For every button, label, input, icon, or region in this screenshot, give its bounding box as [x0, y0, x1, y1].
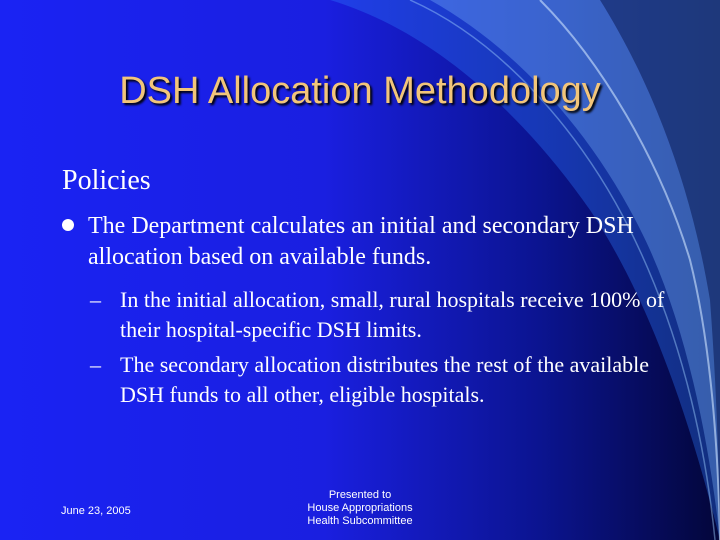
dash-marker: – [90, 352, 101, 377]
footer-presenter [290, 489, 430, 528]
footer-line: Health Subcommittee [307, 515, 413, 527]
sub-bullet-text: In the initial allocation, small, rural hospitals receive 100% of their hospital-specific DSH limits. [120, 287, 665, 342]
footer-date: June 23, 2005 [61, 505, 131, 517]
footer-line: House Appropriations [307, 502, 413, 514]
sub-bullet [90, 285, 670, 345]
bullet-dot-icon [62, 219, 74, 231]
main-bullet-text: The Department calculates an initial and secondary DSH allocation based on available funds. [88, 213, 634, 270]
sub-bullet [90, 350, 670, 410]
dash-marker: – [90, 287, 101, 312]
footer-line: Presented to [328, 489, 392, 501]
main-bullet [62, 211, 672, 273]
sub-bullet-text: The secondary allocation distributes the rest of the available DSH funds to all other, eligible hospitals. [120, 352, 650, 407]
section-heading: Policies [62, 165, 151, 196]
slide-title: DSH Allocation Methodology [119, 70, 601, 112]
